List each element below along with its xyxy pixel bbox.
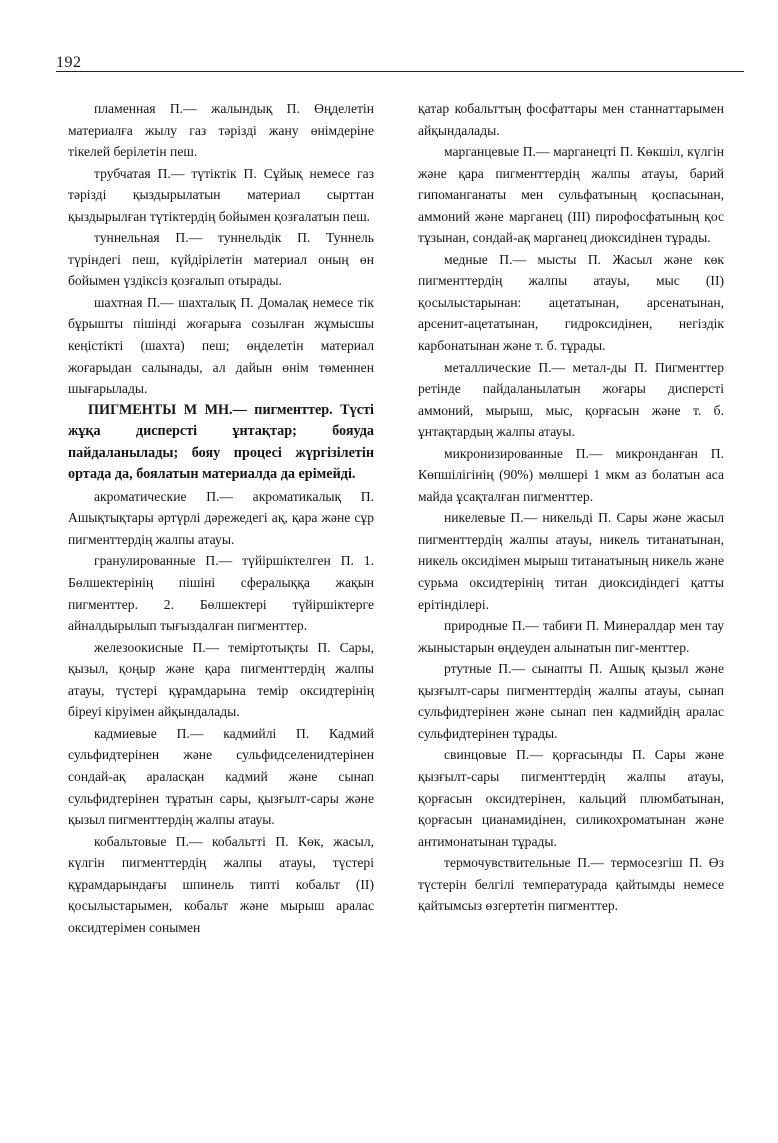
right-column <box>418 98 724 917</box>
dictionary-entry: акроматические П.— акроматикалық П. Ашықтықтары әртүрлі дәрежедегі ақ, қара және сұр пигменттердің жалпы атауы. <box>68 488 374 547</box>
dictionary-entry: шахтная П.— шахталық П. Домалақ немесе тік бұрышты пішінді жоғарыға созылған жұмысшы кеңістікті (шахта) пеш; өңделетін материал жоғарыдан салынады, ал дайын өнім төменнен шығарылады. <box>68 294 374 397</box>
dictionary-entry: трубчатая П.— түтіктік П. Сұйық немесе газ тәрізді қыздырылатын материал сырттан қыздырылған түтіктердің бойымен қозғалатын пеш. <box>68 165 374 224</box>
dictionary-entry: туннельная П.— туннельдік П. Туннель түріндегі пеш, күйдірілетін материал оның өн бойымен үздіксіз қозғалып отырады. <box>68 230 374 289</box>
dictionary-entry: природные П.— табиғи П. Минералдар мен тау жыныстарын өңдеуден алынатын пиг-менттер. <box>418 618 724 655</box>
dictionary-entry: кобальтовые П.— кобальтті П. Көк, жасыл, күлгін пигменттердің жалпы атауы, түстері құрамдарындағы шпинель типті кобальт (II) қосылыстарымен, кобальт және мырыш аралас оксидтерімен сонымен <box>68 833 374 935</box>
dictionary-entry: металлические П.— метал-ды П. Пигменттер ретінде пайдаланылатын жоғары дисперсті аммоний, мырыш, мыс, қорғасын және т. б. ұнтақтардың жалпы атауы. <box>418 359 724 440</box>
dictionary-entry: гранулированные П.— түйіршіктелген П. 1. Бөлшектерінің пішіні сфералыққа жақын пигменттер. 2. Бөлшектері түйіршіктерге айналдырылып тығыздалған пигменттер. <box>68 553 374 634</box>
dictionary-entry: медные П.— мысты П. Жасыл және көк пигменттердің жалпы атауы, мыс (II) қосылыстарынан: ацетатынан, арсенатынан, арсенит-ацетатынан, гидроксидінен, негіздік карбонатынан және т. б. тұрады. <box>418 251 724 354</box>
dictionary-entry: никелевые П.— никельді П. Сары және жасыл пигменттердің жалпы атауы, никель титанатынан, никель оксидімен мырыш титанатының никель және сурьма оксидтерінің титан диоксидіндегі қатты ерітінділері. <box>418 510 724 612</box>
dictionary-entry: микронизированные П.— микронданған П. Көпшілігінің (90%) мөлшері 1 мкм аз болатын аса майда ұсақталған пигменттер. <box>418 445 724 504</box>
dictionary-entry: марганцевые П.— марганецті П. Көкшіл, күлгін және қара пигменттердің жалпы атауы, барий гипоманганаты мен сульфатының қоспасынан, аммоний және марганец (III) пирофосфатының қос тұзынан, сондай-ақ марганец диоксидінен тұрады. <box>418 144 724 246</box>
header-rule <box>56 71 744 72</box>
dictionary-entry: железоокисные П.— теміртотықты П. Сары, қызыл, қоңыр және қара пигменттердің жалпы атауы, түстері құрамдарына темір оксидтерінің біреуі кіруімен айқындалады. <box>68 639 374 720</box>
left-column <box>68 98 374 938</box>
dictionary-entry: свинцовые П.— қорғасынды П. Сары және қызғылт-сары пигменттердің жалпы атауы, қорғасын оксидтерінен, кальций плюмбатынан, қорғасын цианамидінен, силикохроматынан және антимонатынан тұрады. <box>418 747 724 849</box>
dictionary-entry: кадмиевые П.— кадмийлі П. Кадмий сульфидтерінен және сульфидселенидтерінен сондай-ақ араласқан кадмий және сынап сульфидтерінен тұратын сары, қызғылт-сары және қызыл пигменттердің жалпы атауы. <box>68 725 374 828</box>
dictionary-entry: пламенная П.— жалындық П. Өңделетін материалға жылу газ тәрізді жану өнімдеріне тікелей берілетін пеш. <box>68 101 374 160</box>
page-number: 192 <box>56 54 82 71</box>
dictionary-entry: қатар кобальттың фосфаттары мен станнаттарымен айқындалады. <box>418 101 724 138</box>
dictionary-headword-entry: ПИГМЕНТЫ М МН.— пигменттер. Түсті жұқа дисперсті ұнтақтар; бояуда пайдаланылады; бояу процесі жүргізілетін ортада да, боялатын материалда да ерімейді. <box>68 401 374 483</box>
dictionary-entry: ртутные П.— сынапты П. Ашық қызыл және қызғылт-сары пигменттердің жалпы атауы, сынап сульфидтерінен және сынап пен кадмийдің аралас сульфидтерінен тұрады. <box>418 661 724 741</box>
dictionary-entry: термочувствительные П.— термосезгіш П. Өз түстерін белгілі температурада қайтымды немесе қайтымсыз өзгертетін пигменттер. <box>418 855 724 914</box>
